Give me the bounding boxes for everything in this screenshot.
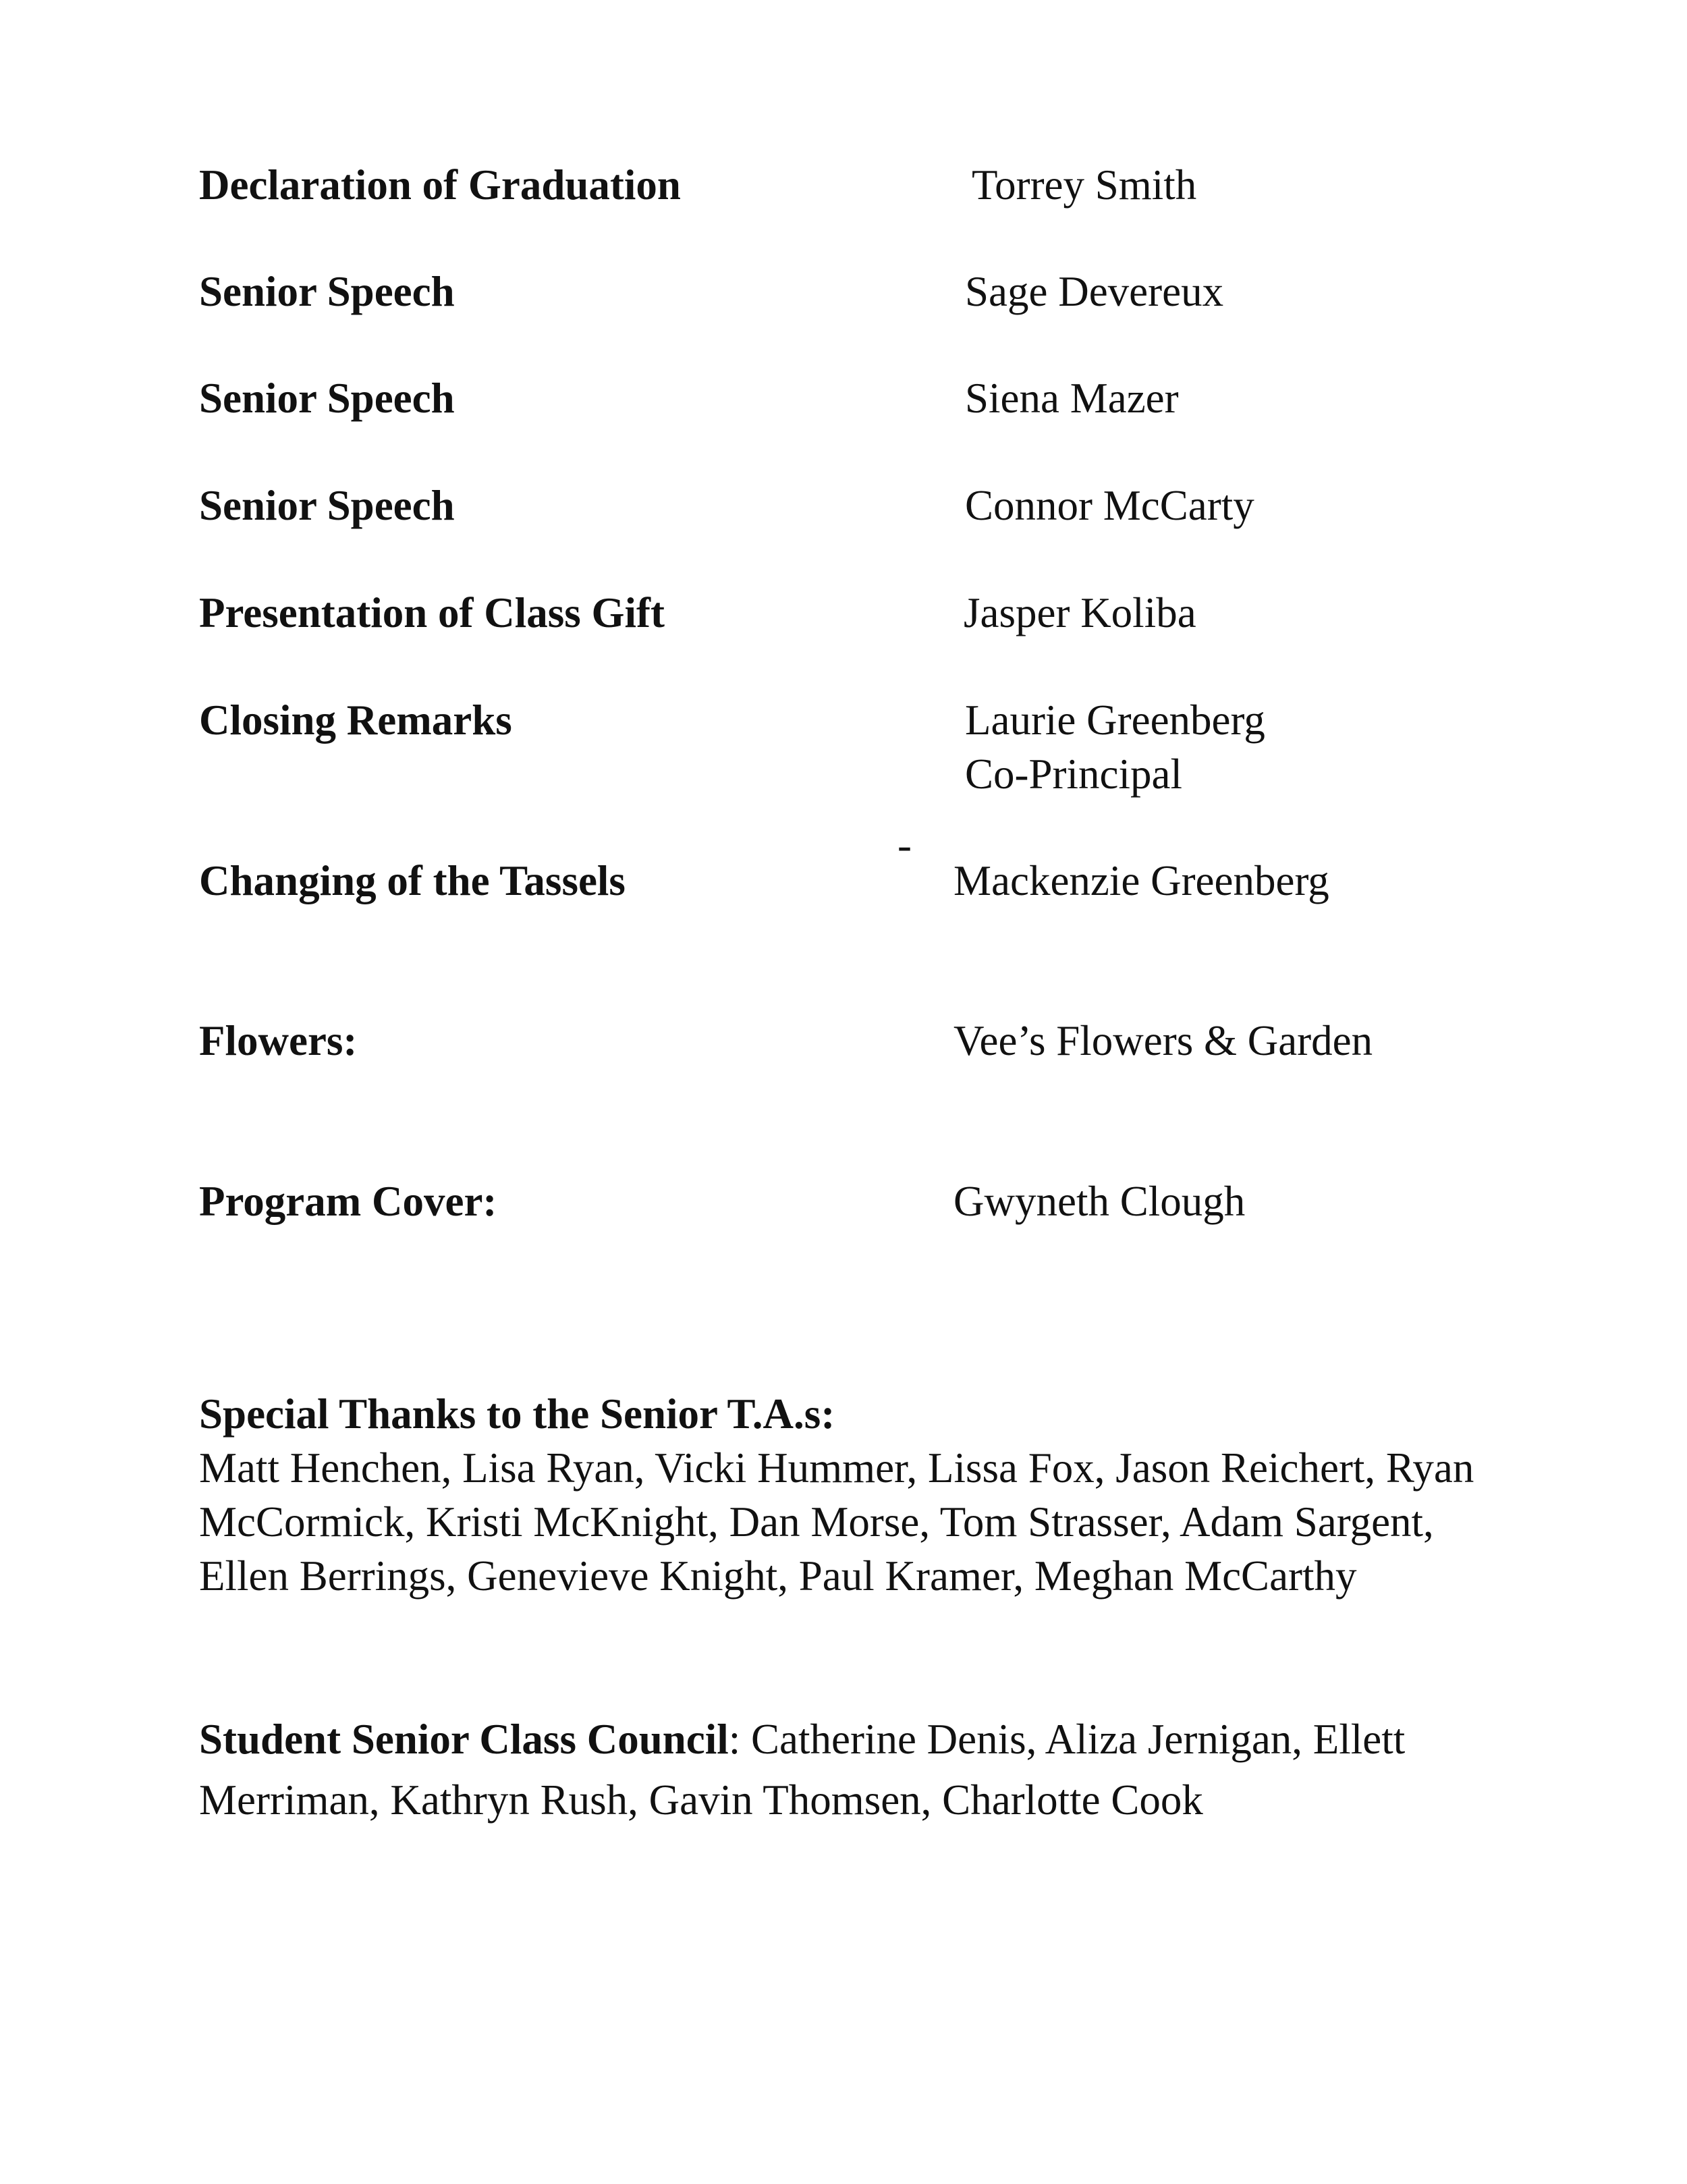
council-title: Student Senior Class Council — [199, 1716, 729, 1763]
program-role: Senior Speech — [199, 375, 455, 422]
program-role: Declaration of Graduation — [199, 161, 681, 209]
program-person — [964, 586, 1196, 640]
program-person — [965, 265, 1223, 319]
program-role: Senior Speech — [199, 482, 455, 529]
program-person — [965, 479, 1254, 533]
separator-dash: - — [897, 821, 912, 869]
person-name: Vee’s Flowers & Garden — [953, 1017, 1373, 1064]
special-thanks-title: Special Thanks to the Senior T.A.s: — [199, 1390, 835, 1438]
person-title: Co-Principal — [965, 750, 1182, 798]
special-thanks-section — [199, 1387, 1508, 1603]
program-role: Program Cover: — [199, 1178, 497, 1225]
council-names: Catherine Denis, Aliza Jernigan, Ellett Merriman, Kathryn Rush, Gavin Thomsen, Charlotte Cook — [199, 1716, 1406, 1824]
special-thanks-names: Matt Henchen, Lisa Ryan, Vicki Hummer, Lissa Fox, Jason Reichert, Ryan McCormick, Kristi McKnight, Dan Morse, Tom Strasser, Adam Sargent, Ellen Berrings, Genevieve Knight, Paul Kramer, Meghan McCarthy — [199, 1444, 1474, 1600]
program-role: Senior Speech — [199, 268, 455, 315]
person-name: Torrey Smith — [972, 161, 1197, 209]
person-name: Jasper Koliba — [964, 589, 1196, 636]
person-name: Laurie Greenberg — [965, 697, 1265, 744]
program-role: Flowers: — [199, 1017, 358, 1064]
person-name: Mackenzie Greenberg — [953, 857, 1329, 904]
program-person — [953, 854, 1329, 908]
program-person — [953, 1174, 1245, 1228]
person-name: Sage Devereux — [965, 268, 1224, 315]
program-person — [965, 371, 1179, 425]
person-name: Connor McCarty — [965, 482, 1254, 529]
council-separator: : — [728, 1716, 752, 1763]
program-role: Closing Remarks — [199, 697, 512, 744]
program-person — [953, 1014, 1373, 1068]
council-section — [199, 1709, 1508, 1830]
program-person — [972, 158, 1196, 212]
person-name: Gwyneth Clough — [953, 1178, 1246, 1225]
program-role: Changing of the Tassels — [199, 857, 626, 904]
program-role: Presentation of Class Gift — [199, 589, 665, 636]
person-name: Siena Mazer — [965, 375, 1179, 422]
program-person — [965, 693, 1265, 801]
